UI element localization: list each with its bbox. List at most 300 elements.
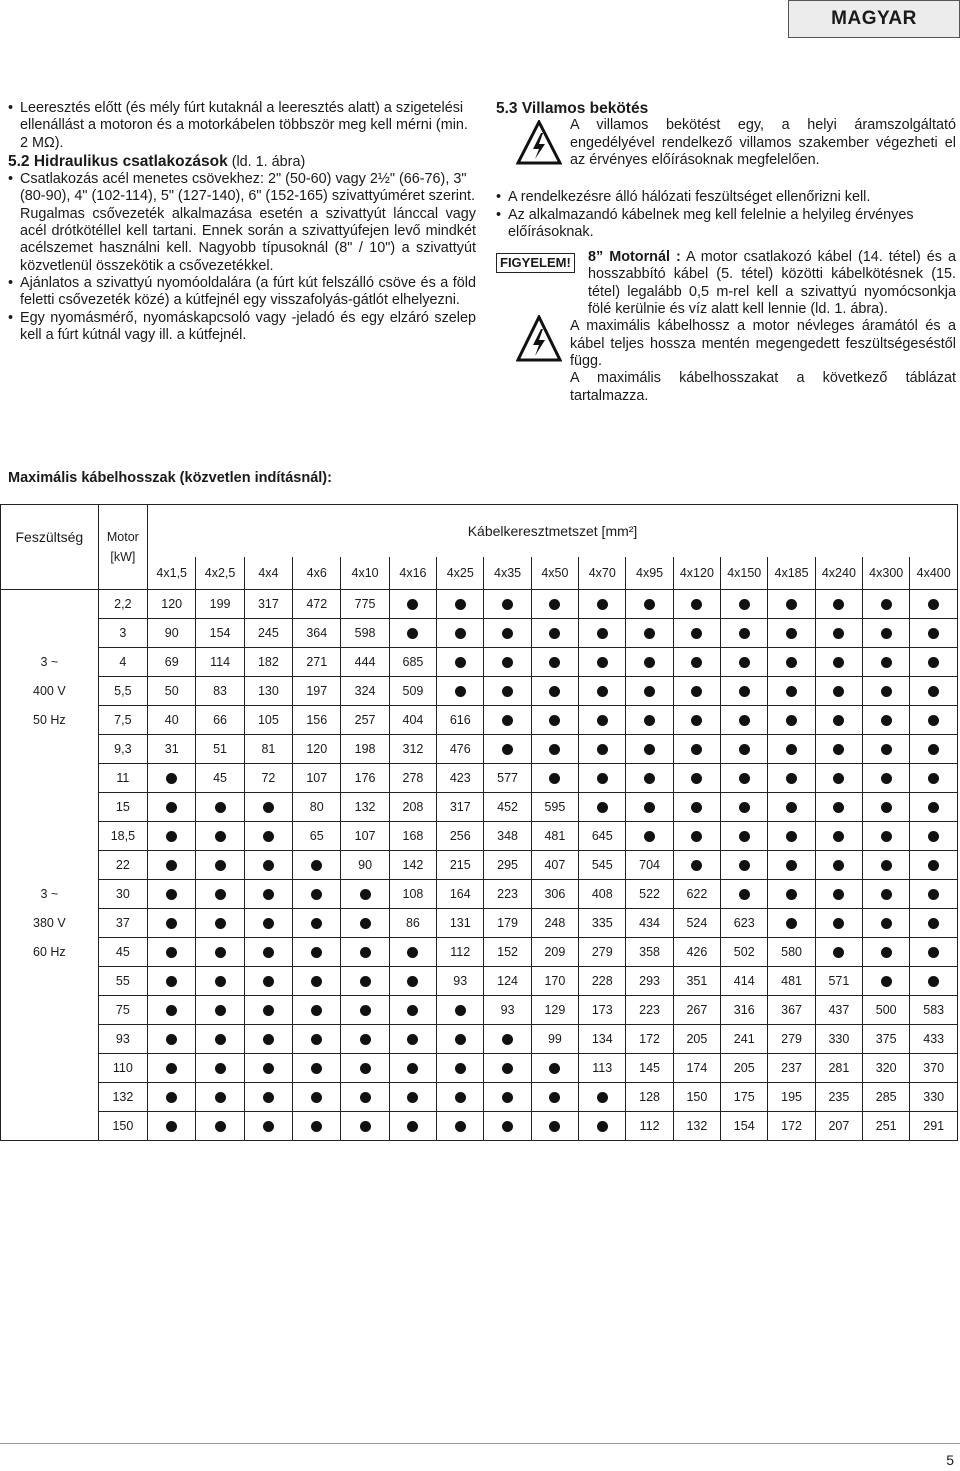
motor-kw-cell: 15 [98,792,147,821]
not-applicable-cell [531,647,578,676]
dot-icon [597,1092,608,1103]
dot-icon [786,918,797,929]
not-applicable-cell [579,1082,626,1111]
cable-length-cell: 107 [341,821,389,850]
voltage-cell [1,966,99,995]
not-applicable-cell [579,618,626,647]
cross-section-header: 4x10 [341,557,389,589]
not-applicable-cell [815,792,862,821]
cable-length-cell: 364 [293,618,341,647]
dot-icon [691,599,702,610]
cable-length-cell: 51 [196,734,244,763]
table-row [1,763,958,792]
section-5-2-heading [8,153,476,171]
not-applicable-cell [768,792,815,821]
dot-icon [311,1005,322,1016]
cable-length-cell: 152 [484,937,531,966]
not-applicable-cell [244,1111,292,1140]
cable-length-cell: 156 [293,705,341,734]
not-applicable-cell [815,821,862,850]
cable-length-cell: 324 [341,676,389,705]
table-row [1,1082,958,1111]
not-applicable-cell [721,792,768,821]
dot-icon [739,628,750,639]
dot-icon [739,744,750,755]
cable-length-cell: 154 [721,1111,768,1140]
not-applicable-cell [768,908,815,937]
not-applicable-cell [244,850,292,879]
dot-icon [263,1063,274,1074]
not-applicable-cell [579,763,626,792]
dot-icon [502,1121,513,1132]
not-applicable-cell [293,966,341,995]
not-applicable-cell [673,618,720,647]
not-applicable-cell [148,937,196,966]
dot-icon [833,889,844,900]
dot-icon [928,831,939,842]
dot-icon [263,1092,274,1103]
right-column [496,100,956,405]
not-applicable-cell [626,763,673,792]
dot-icon [360,1063,371,1074]
not-applicable-cell [579,676,626,705]
dot-icon [360,1092,371,1103]
cable-length-cell: 174 [673,1053,720,1082]
table-row [1,966,958,995]
not-applicable-cell [626,589,673,618]
not-applicable-cell [910,618,958,647]
not-applicable-cell [910,966,958,995]
dot-icon [786,599,797,610]
voltage-cell [1,589,99,618]
dot-icon [928,773,939,784]
cable-length-cell: 132 [673,1111,720,1140]
motor-kw-cell: 55 [98,966,147,995]
dot-icon [166,773,177,784]
dot-icon [881,715,892,726]
cross-section-header: 4x35 [484,557,531,589]
dot-icon [263,1034,274,1045]
not-applicable-cell [626,792,673,821]
not-applicable-cell [815,589,862,618]
cable-length-cell: 279 [768,1024,815,1053]
cable-length-cell: 130 [244,676,292,705]
cable-length-cell: 40 [148,705,196,734]
not-applicable-cell [626,676,673,705]
dot-icon [407,599,418,610]
dot-icon [360,918,371,929]
not-applicable-cell [626,821,673,850]
voltage-cell [1,821,99,850]
dot-icon [360,976,371,987]
dot-icon [407,628,418,639]
not-applicable-cell [721,647,768,676]
dot-icon [502,1034,513,1045]
not-applicable-cell [673,792,720,821]
dot-icon [739,831,750,842]
not-applicable-cell [721,821,768,850]
not-applicable-cell [196,966,244,995]
motor-kw-cell: 93 [98,1024,147,1053]
dot-icon [502,628,513,639]
cable-length-cell: 358 [626,937,673,966]
dot-icon [455,599,466,610]
figyelem-badge: FIGYELEM! [496,253,575,273]
table-header-row-1 [1,505,958,558]
dot-icon [311,860,322,871]
not-applicable-cell [484,647,531,676]
dot-icon [597,744,608,755]
cable-length-cell: 278 [389,763,436,792]
cable-length-cell: 404 [389,705,436,734]
not-applicable-cell [389,1082,436,1111]
cable-length-cell: 685 [389,647,436,676]
dot-icon [407,976,418,987]
bullet-pressure-gauge: • Egy nyomásmérő, nyomáskapcsoló vagy -jeladó és egy elzáró szelep kell a fúrt kútnál vagy ill. a kútfejnél. [8,310,476,345]
cable-length-cell: 124 [484,966,531,995]
cable-length-cell: 408 [579,879,626,908]
not-applicable-cell [768,734,815,763]
not-applicable-cell [768,850,815,879]
not-applicable-cell [531,705,578,734]
cable-length-cell: 207 [815,1111,862,1140]
cable-length-cell: 351 [673,966,720,995]
table-row [1,850,958,879]
cross-section-header: 4x185 [768,557,815,589]
cable-length-cell: 223 [484,879,531,908]
cable-length-cell: 228 [579,966,626,995]
not-applicable-cell [815,908,862,937]
motor-kw-cell: 30 [98,879,147,908]
dot-icon [786,628,797,639]
not-applicable-cell [484,1053,531,1082]
cable-length-cell: 320 [863,1053,910,1082]
cable-length-cell: 481 [768,966,815,995]
not-applicable-cell [910,705,958,734]
cable-length-cell: 172 [768,1111,815,1140]
not-applicable-cell [579,705,626,734]
not-applicable-cell [437,589,484,618]
dot-icon [455,1005,466,1016]
cable-length-cell: 112 [437,937,484,966]
dot-icon [166,802,177,813]
not-applicable-cell [437,995,484,1024]
motor-8-text: A motor csatlakozó kábel (14. tétel) és a hosszabbító kábel (5. tétel) közötti kábelkötésnek (15. tétel) legalább 0,5 m-rel kell a szivattyú nyomócsonkja fölé kerülnie és víz alatt kell lennie (ld. 1. ábra). [588,249,956,318]
dot-icon [691,773,702,784]
dot-icon [881,976,892,987]
dot-icon [928,918,939,929]
not-applicable-cell [863,908,910,937]
cable-length-cell: 370 [910,1053,958,1082]
not-applicable-cell [389,1111,436,1140]
not-applicable-cell [863,618,910,647]
not-applicable-cell [910,734,958,763]
cable-length-cell: 241 [721,1024,768,1053]
cable-length-cell: 175 [721,1082,768,1111]
dot-icon [739,889,750,900]
voltage-cell [1,618,99,647]
dot-icon [786,773,797,784]
voltage-cell [1,1053,99,1082]
cross-section-header: 4x240 [815,557,862,589]
dot-icon [166,1034,177,1045]
dot-icon [786,744,797,755]
dot-icon [311,918,322,929]
cable-length-cell: 131 [437,908,484,937]
cable-length-cell: 65 [293,821,341,850]
cable-length-cell: 209 [531,937,578,966]
voltage-cell: 50 Hz [1,705,99,734]
not-applicable-cell [293,1082,341,1111]
dot-icon [644,744,655,755]
cable-length-cell: 414 [721,966,768,995]
cable-length-cell: 176 [341,763,389,792]
not-applicable-cell [579,647,626,676]
not-applicable-cell [148,1024,196,1053]
cable-length-cell: 271 [293,647,341,676]
cable-length-cell: 317 [437,792,484,821]
voltage-cell [1,1024,99,1053]
cable-length-cell: 128 [626,1082,673,1111]
cable-length-table [0,504,958,1141]
cable-length-cell: 472 [293,589,341,618]
not-applicable-cell [341,995,389,1024]
cable-length-cell: 50 [148,676,196,705]
cable-length-cell: 623 [721,908,768,937]
not-applicable-cell [863,647,910,676]
not-applicable-cell [910,792,958,821]
cable-length-cell: 481 [531,821,578,850]
dot-icon [881,831,892,842]
cable-length-cell: 154 [196,618,244,647]
not-applicable-cell [484,618,531,647]
not-applicable-cell [244,908,292,937]
cable-length-cell: 83 [196,676,244,705]
dot-icon [263,976,274,987]
cable-length-cell: 205 [721,1053,768,1082]
dot-icon [166,947,177,958]
dot-icon [407,947,418,958]
dot-icon [549,715,560,726]
voltage-cell: 380 V [1,908,99,937]
cable-length-cell: 522 [626,879,673,908]
dot-icon [215,976,226,987]
voltage-cell: 60 Hz [1,937,99,966]
not-applicable-cell [673,734,720,763]
cable-length-cell: 198 [341,734,389,763]
dot-icon [311,947,322,958]
not-applicable-cell [244,937,292,966]
not-applicable-cell [626,618,673,647]
cable-length-cell: 112 [626,1111,673,1140]
cable-length-cell: 90 [341,850,389,879]
cable-length-cell: 195 [768,1082,815,1111]
cable-length-cell: 312 [389,734,436,763]
not-applicable-cell [863,705,910,734]
dot-icon [215,1005,226,1016]
not-applicable-cell [863,763,910,792]
not-applicable-cell [293,1111,341,1140]
dot-icon [691,657,702,668]
not-applicable-cell [863,879,910,908]
motor-kw-cell: 7,5 [98,705,147,734]
dot-icon [597,686,608,697]
dot-icon [786,889,797,900]
not-applicable-cell [196,1053,244,1082]
not-applicable-cell [815,879,862,908]
not-applicable-cell [341,1024,389,1053]
dot-icon [549,1092,560,1103]
bullet-insulation: • Leeresztés előtt (és mély fúrt kutaknál a leeresztés alatt) a szigetelési ellenállást a motoron és a motorkábelen többször meg kell mérni (min. 2 MΩ). [8,100,476,152]
dot-icon [215,802,226,813]
not-applicable-cell [148,995,196,1024]
dot-icon [833,657,844,668]
not-applicable-cell [673,647,720,676]
dot-icon [502,744,513,755]
dot-icon [311,1092,322,1103]
dot-icon [549,686,560,697]
cable-length-cell: 367 [768,995,815,1024]
dot-icon [311,889,322,900]
cable-length-cell: 545 [579,850,626,879]
motor-kw-cell: 75 [98,995,147,1024]
motor-kw-cell: 37 [98,908,147,937]
dot-icon [549,1121,560,1132]
cable-length-cell: 622 [673,879,720,908]
cable-length-cell: 251 [863,1111,910,1140]
not-applicable-cell [437,676,484,705]
cable-length-cell: 72 [244,763,292,792]
dot-icon [311,1121,322,1132]
dot-icon [833,599,844,610]
table-title: Maximális kábelhosszak (közvetlen indításnál): [8,470,332,486]
dot-icon [455,657,466,668]
dot-icon [215,947,226,958]
cable-length-cell: 434 [626,908,673,937]
not-applicable-cell [389,966,436,995]
not-applicable-cell [148,821,196,850]
not-applicable-cell [626,734,673,763]
dot-icon [881,860,892,871]
cross-section-header: 4x300 [863,557,910,589]
dot-icon [360,1121,371,1132]
not-applicable-cell [437,647,484,676]
not-applicable-cell [389,937,436,966]
dot-icon [597,628,608,639]
dot-icon [597,715,608,726]
not-applicable-cell [768,763,815,792]
dot-icon [407,1005,418,1016]
cable-length-cell: 285 [863,1082,910,1111]
not-applicable-cell [721,589,768,618]
dot-icon [928,657,939,668]
cable-length-cell: 645 [579,821,626,850]
dot-icon [786,686,797,697]
not-applicable-cell [341,879,389,908]
table-row [1,1053,958,1082]
dot-icon [644,715,655,726]
table-row [1,647,958,676]
dot-icon [833,773,844,784]
cable-length-cell: 223 [626,995,673,1024]
not-applicable-cell [293,908,341,937]
dot-icon [739,802,750,813]
not-applicable-cell [341,1053,389,1082]
header-cross-section: Kábelkeresztmetszet [mm²] [148,505,958,558]
voltage-cell: 3 ~ [1,647,99,676]
dot-icon [549,657,560,668]
cable-length-cell: 205 [673,1024,720,1053]
cable-length-cell: 256 [437,821,484,850]
motor-kw-cell: 110 [98,1053,147,1082]
dot-icon [786,715,797,726]
cable-length-cell: 142 [389,850,436,879]
cable-length-cell: 595 [531,792,578,821]
dot-icon [881,599,892,610]
dot-icon [407,1063,418,1074]
not-applicable-cell [815,705,862,734]
not-applicable-cell [293,879,341,908]
dot-icon [928,976,939,987]
cable-length-cell: 120 [293,734,341,763]
dot-icon [215,831,226,842]
dot-icon [833,860,844,871]
not-applicable-cell [863,792,910,821]
cable-length-cell: 306 [531,879,578,908]
voltage-cell: 400 V [1,676,99,705]
dot-icon [360,889,371,900]
dot-icon [502,715,513,726]
not-applicable-cell [484,589,531,618]
cable-length-cell: 69 [148,647,196,676]
table-row [1,676,958,705]
motor-kw-cell: 2,2 [98,589,147,618]
cable-length-cell: 330 [910,1082,958,1111]
cable-length-cell: 257 [341,705,389,734]
dot-icon [833,715,844,726]
not-applicable-cell [815,734,862,763]
table-row [1,734,958,763]
dot-icon [360,1005,371,1016]
motor-kw-cell: 9,3 [98,734,147,763]
not-applicable-cell [673,589,720,618]
not-applicable-cell [293,1053,341,1082]
header-motor [98,505,147,590]
not-applicable-cell [721,879,768,908]
cable-length-cell: 120 [148,589,196,618]
dot-icon [881,628,892,639]
not-applicable-cell [244,821,292,850]
dot-icon [166,1063,177,1074]
dot-icon [166,831,177,842]
cable-length-cell: 775 [341,589,389,618]
not-applicable-cell [579,792,626,821]
not-applicable-cell [768,618,815,647]
not-applicable-cell [815,676,862,705]
cable-length-cell: 93 [484,995,531,1024]
not-applicable-cell [437,1053,484,1082]
not-applicable-cell [148,879,196,908]
cable-length-cell: 113 [579,1053,626,1082]
cable-length-cell: 129 [531,995,578,1024]
not-applicable-cell [910,937,958,966]
not-applicable-cell [244,1082,292,1111]
dot-icon [691,744,702,755]
motor-kw-cell: 18,5 [98,821,147,850]
dot-icon [215,1034,226,1045]
dot-icon [786,657,797,668]
dot-icon [166,1121,177,1132]
